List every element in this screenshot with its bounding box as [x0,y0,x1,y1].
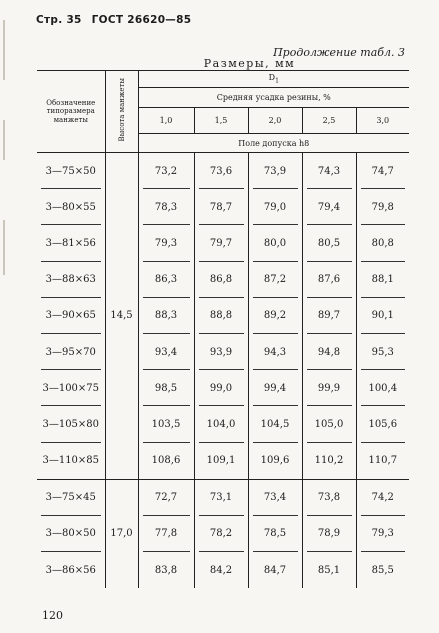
value-cell: 109,6 [248,443,302,480]
value-cell: 87,6 [302,262,356,298]
value-cell: 79,0 [248,189,302,225]
tolerance-header: Поле допуска h8 [138,134,409,153]
table-row [37,225,409,261]
value-cell: 80,8 [356,225,409,261]
table-row [37,189,409,225]
value-cell: 79,3 [138,225,194,261]
designation-header: Обозначение типоразмера манжеты [37,71,105,153]
value-cell: 79,7 [194,225,248,261]
value-cell: 73,6 [194,153,248,190]
table-row [37,552,409,588]
designation-cell: 3—81×56 [37,225,105,261]
table-row [37,334,409,370]
scan-edge-mark [3,20,5,80]
value-cell: 78,9 [302,516,356,552]
table-row [37,406,409,442]
dimensions-title: Размеры, мм [203,57,296,70]
value-cell: 90,1 [356,298,409,334]
dimensions-table [37,70,409,588]
value-cell: 83,8 [138,552,194,588]
scan-edge-mark [3,220,5,275]
value-cell: 98,5 [138,370,194,406]
value-cell: 74,7 [356,153,409,190]
height-header: Высота манжеты [105,71,138,153]
table-row [37,479,409,516]
shrink-value-cell: 1,0 [138,108,194,134]
value-cell: 87,2 [248,262,302,298]
designation-cell: 3—86×56 [45,564,96,576]
value-cell: 84,7 [248,552,302,588]
value-cell: 93,9 [194,334,248,370]
value-cell: 74,2 [356,479,409,516]
designation-cell: 3—75×45 [37,479,105,516]
value-cell: 88,1 [356,262,409,298]
value-cell: 78,5 [248,516,302,552]
value-cell: 108,6 [138,443,194,480]
value-cell: 110,2 [302,443,356,480]
shrink-value-cell: 1,5 [194,108,248,134]
value-cell: 88,8 [194,298,248,334]
table-row [37,298,409,334]
value-cell: 95,3 [356,334,409,370]
designation-cell: 3—75×50 [37,153,105,190]
shrink-header: Средняя усадка резины, % [138,88,409,108]
value-cell: 73,9 [248,153,302,190]
value-cell: 80,5 [302,225,356,261]
value-cell: 73,1 [194,479,248,516]
value-cell: 94,8 [302,334,356,370]
value-cell: 85,1 [302,552,356,588]
value-cell: 74,3 [302,153,356,190]
designation-cell: 3—105×80 [37,406,105,442]
value-cell: 109,1 [194,443,248,480]
designation-cell: 3—95×70 [37,334,105,370]
table-row [37,153,409,190]
table-row [37,370,409,406]
value-cell: 88,3 [138,298,194,334]
value-cell: 105,6 [356,406,409,442]
value-cell: 89,7 [302,298,356,334]
designation-cell: 3—80×50 [37,516,105,552]
value-cell: 105,0 [302,406,356,442]
shrink-value-cell: 2,0 [248,108,302,134]
value-cell: 104,5 [248,406,302,442]
value-cell: 78,2 [194,516,248,552]
value-cell: 94,3 [248,334,302,370]
value-cell: 73,8 [302,479,356,516]
shrink-value-cell: 3,0 [356,108,409,134]
value-cell: 100,4 [356,370,409,406]
standard-code: ГОСТ 26620—85 [91,14,192,26]
height-cell: 17,0 [105,479,138,588]
value-cell: 93,4 [138,334,194,370]
designation-cell: 3—80×55 [37,189,105,225]
value-cell: 77,8 [138,516,194,552]
height-cell: 14,5 [105,153,138,480]
value-cell: 73,2 [138,153,194,190]
d1-header: $D_1$ [138,71,409,88]
table-row [37,262,409,298]
value-cell: 99,9 [302,370,356,406]
value-cell: 79,8 [356,189,409,225]
value-cell: 103,5 [138,406,194,442]
value-cell: 104,0 [194,406,248,442]
value-cell: 78,3 [138,189,194,225]
page-label: Стр. 35 [36,14,82,26]
value-cell: 79,4 [302,189,356,225]
value-cell: 84,2 [194,552,248,588]
value-cell: 72,7 [138,479,194,516]
value-cell: 89,2 [248,298,302,334]
page-number: 120 [42,609,63,622]
designation-cell: 3—100×75 [37,370,105,406]
value-cell: 99,4 [248,370,302,406]
value-cell: 99,0 [194,370,248,406]
value-cell: 78,7 [194,189,248,225]
continuation-caption: Продолжение табл. 3 [273,46,405,59]
designation-cell: 3—90×65 [37,298,105,334]
table-row [37,443,409,480]
value-cell: 79,3 [356,516,409,552]
value-cell: 73,4 [248,479,302,516]
value-cell: 110,7 [356,443,409,480]
shrink-value-cell: 2,5 [302,108,356,134]
designation-cell: 3—88×63 [37,262,105,298]
value-cell: 85,5 [356,552,409,588]
scan-edge-mark [3,120,5,160]
value-cell: 80,0 [248,225,302,261]
page-header [36,14,197,26]
value-cell: 86,8 [194,262,248,298]
table-row [37,516,409,552]
designation-cell: 3—110×85 [37,443,105,480]
value-cell: 86,3 [138,262,194,298]
